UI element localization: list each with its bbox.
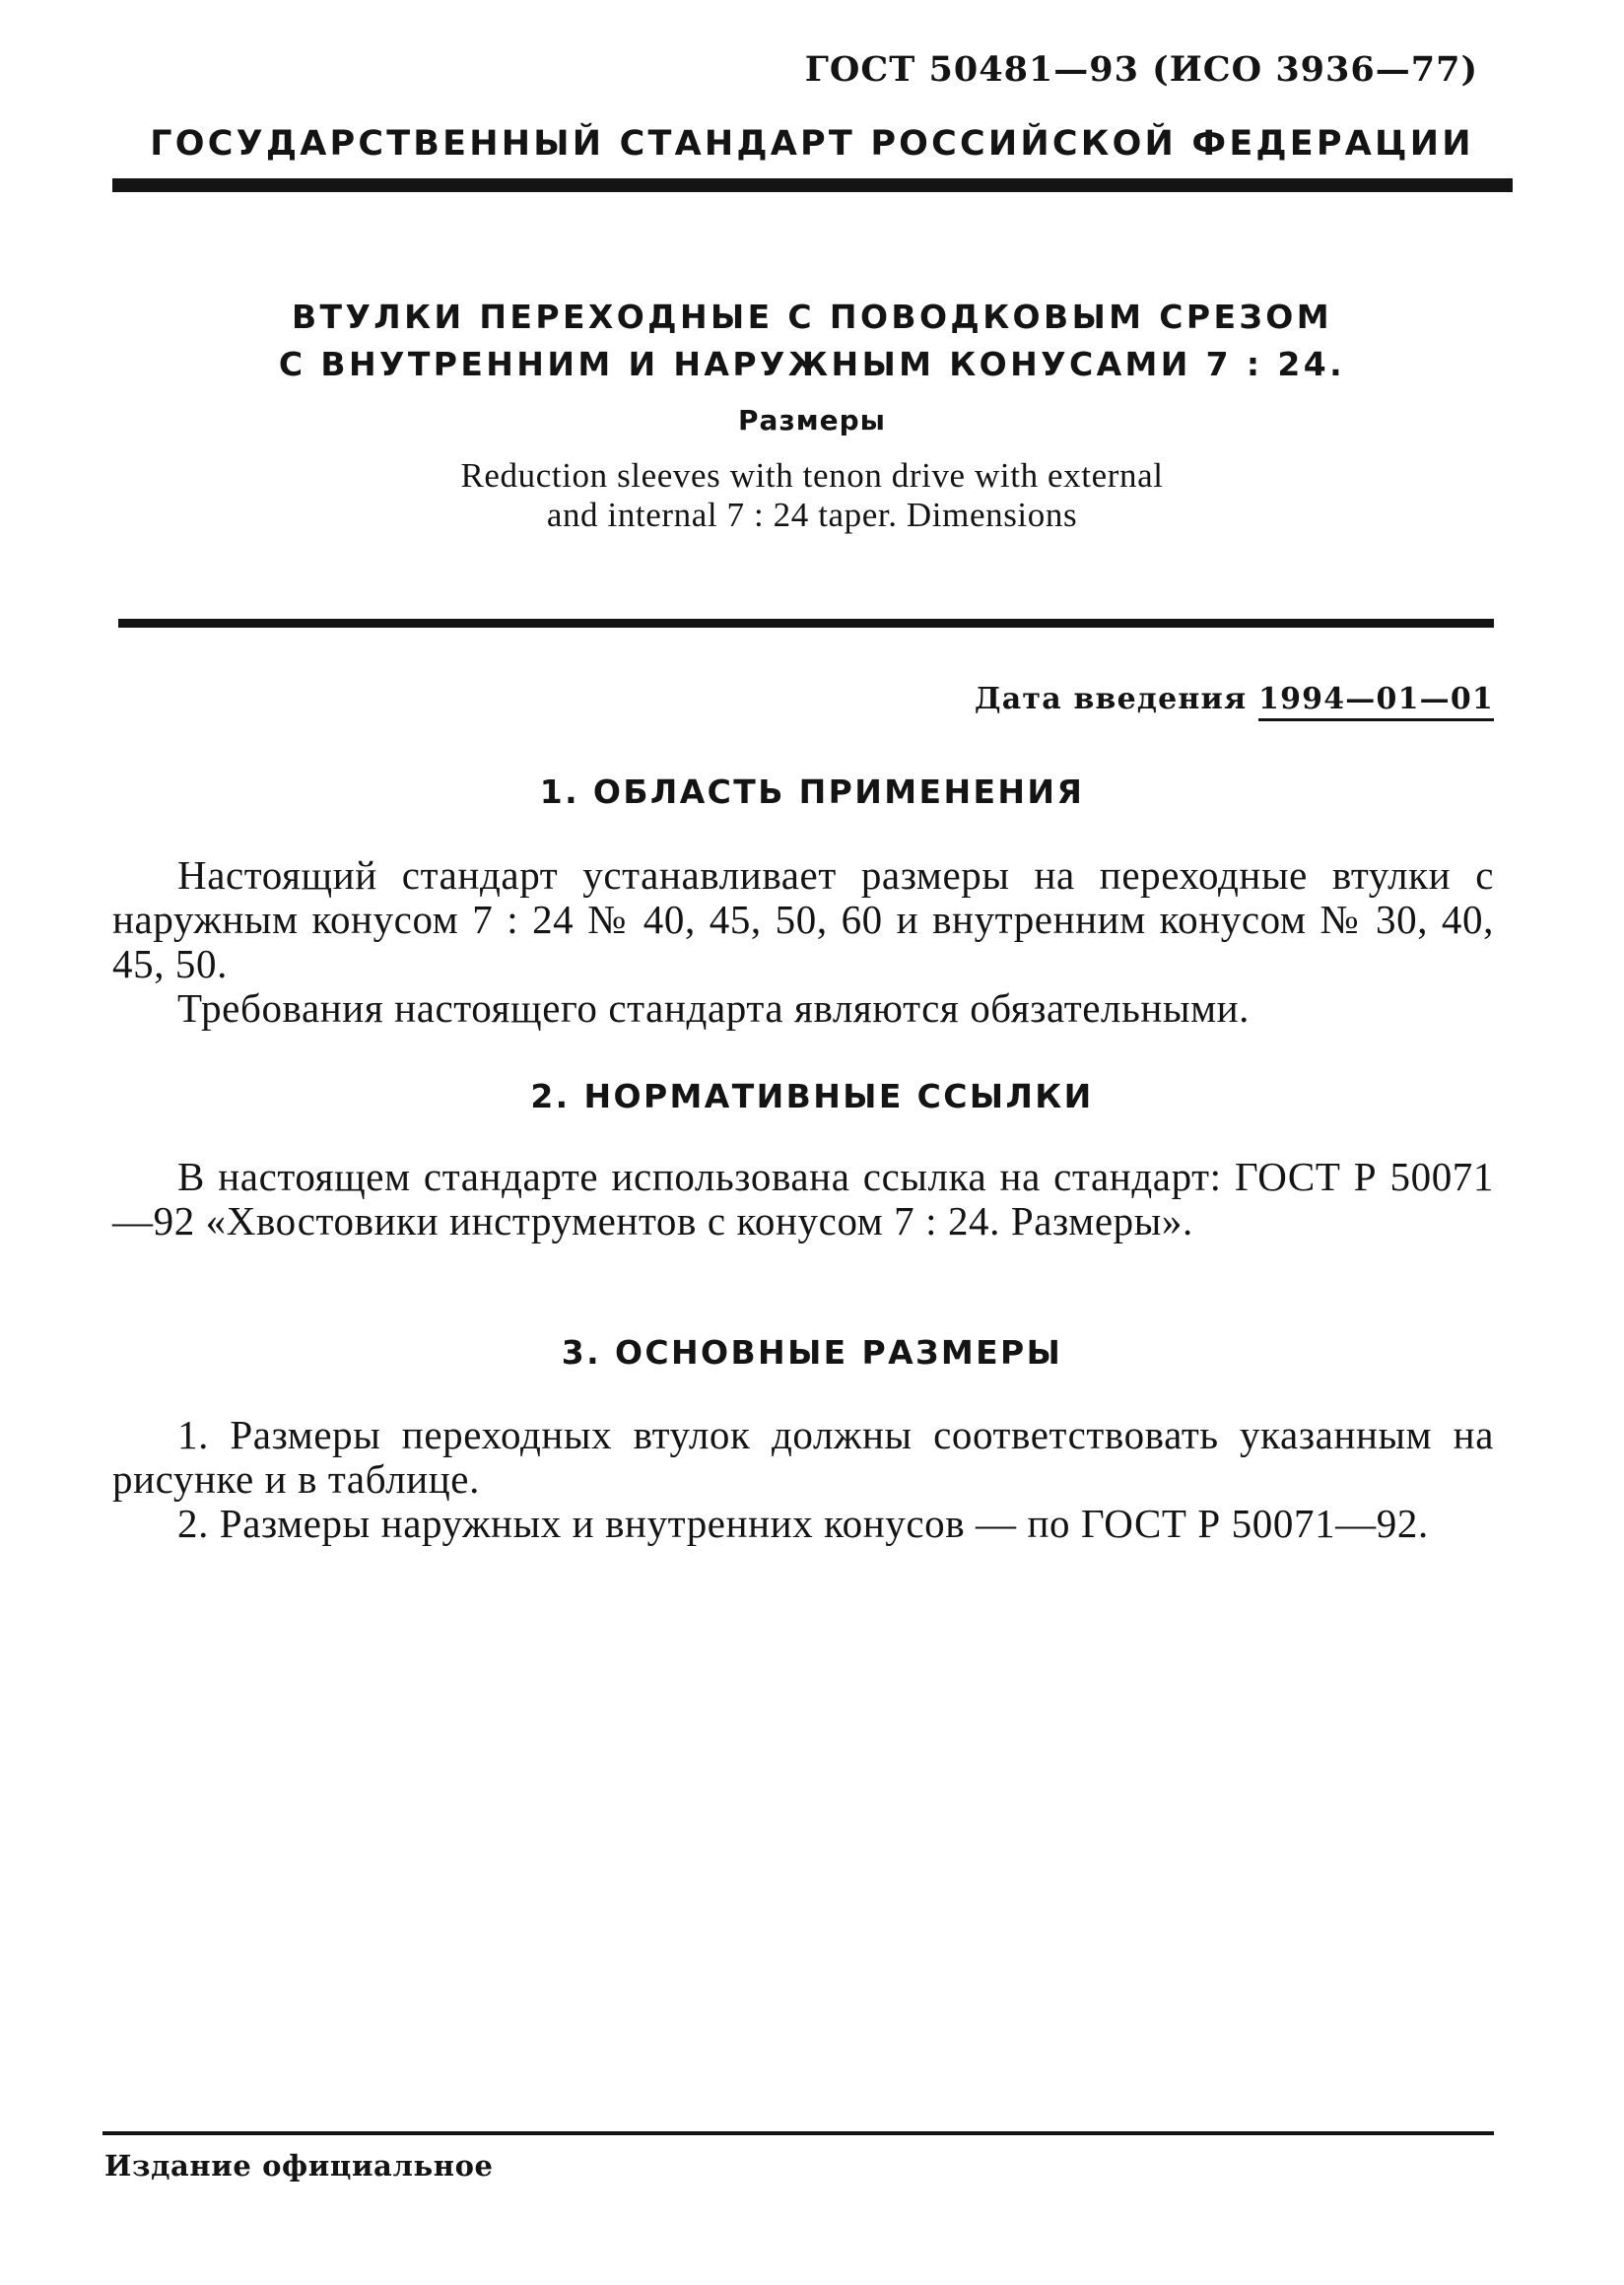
- section-body-dimensions: [112, 1413, 1494, 1546]
- english-title-line-1: Reduction sleeves with tenon drive with external: [460, 456, 1164, 495]
- document-title: [0, 294, 1624, 388]
- paragraph: 1. Размеры переходных втулок должны соответствовать указанным на рисунке и в таблице.: [112, 1412, 1494, 1502]
- title-line-1: ВТУЛКИ ПЕРЕХОДНЫЕ С ПОВОДКОВЫМ СРЕЗОМ: [292, 298, 1332, 336]
- paragraph: Настоящий стандарт устанавливает размеры на переходные втулки с наружным конусом 7 : 24 № 40, 45, 50, 60 и внутренним конусом № 30, 40, 45, 50.: [112, 852, 1494, 986]
- state-standard-heading: ГОСУДАРСТВЕННЫЙ СТАНДАРТ РОССИЙСКОЙ ФЕДЕРАЦИИ: [150, 124, 1474, 164]
- title-line-2: С ВНУТРЕННИМ И НАРУЖНЫМ КОНУСАМИ 7 : 24.: [278, 345, 1346, 383]
- paragraph: В настоящем стандарте использована ссылка на стандарт: ГОСТ Р 50071—92 «Хвостовики инструментов с конусом 7 : 24. Размеры».: [112, 1154, 1494, 1243]
- document-code: ГОСТ 50481—93 (ИСО 3936—77): [804, 49, 1478, 90]
- introduction-date-value: 1994—01—01: [1258, 682, 1494, 721]
- section-heading-dimensions: 3. ОСНОВНЫЕ РАЗМЕРЫ: [561, 1333, 1063, 1372]
- english-title-line-2: and internal 7 : 24 taper. Dimensions: [546, 496, 1078, 534]
- english-title: [0, 456, 1624, 535]
- section-heading-references: 2. НОРМАТИВНЫЕ ССЫЛКИ: [530, 1077, 1094, 1115]
- header-divider: [112, 178, 1513, 192]
- paragraph: Требования настоящего стандарта являются обязательными.: [177, 985, 1251, 1031]
- document-subtitle: Размеры: [738, 404, 886, 437]
- paragraph: 2. Размеры наружных и внутренних конусов — по ГОСТ Р 50071—92.: [177, 1501, 1429, 1546]
- title-divider: [118, 619, 1494, 628]
- introduction-date: [975, 682, 1494, 716]
- section-heading-scope: 1. ОБЛАСТЬ ПРИМЕНЕНИЯ: [539, 773, 1085, 811]
- section-body-references: [112, 1155, 1494, 1243]
- official-edition-label: Издание официальное: [104, 2149, 494, 2183]
- footer-divider: [102, 2131, 1494, 2135]
- section-body-scope: [112, 853, 1494, 1031]
- introduction-date-label: Дата введения: [974, 682, 1248, 716]
